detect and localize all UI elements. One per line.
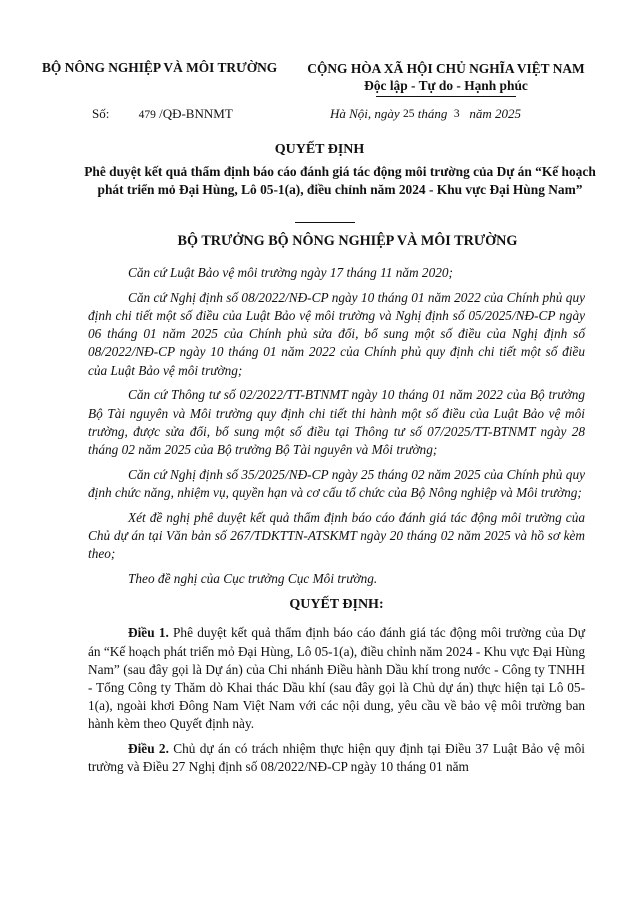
article-2-text: Chủ dự án có trách nhiệm thực hiện quy định tại Điều 37 Luật Bảo vệ môi trường và Điều 27 Nghị định số 08/2022/NĐ-CP ngày 10 tháng 01 năm [88,741,585,775]
document-type-title: QUYẾT ĐỊNH [274,142,365,157]
country-name: CỘNG HÒA XÃ HỘI CHỦ NGHĨA VIỆT NAM [307,61,585,76]
date-year: năm 2025 [469,106,521,121]
legal-basis-2: Căn cứ Nghị định số 08/2022/NĐ-CP ngày 10 tháng 01 năm 2022 của Chính phủ quy định chi tiết một số điều của Luật Bảo vệ môi trường và Nghị định số 05/2025/NĐ-CP ngày 06 tháng 01 năm 2025 của Chính phủ sửa đổi, bổ sung một số điều của Nghị định số 08/2022/NĐ-CP ngày 10 tháng 01 năm 2022 của Chính phủ quy định chi tiết một số điều của Luật Bảo vệ môi trường; [88,289,585,378]
place-date-prefix: Hà Nội, ngày [330,106,400,121]
article-1-label: Điều 1. [128,625,169,641]
article-1 [88,624,585,733]
article-1-text: Phê duyệt kết quả thẩm định báo cáo đánh giá tác động môi trường của Dự án “Kế hoạch phát triển mỏ Đại Hùng, Lô 05-1(a), điều chỉnh năm 2024 - Khu vực Đại Hùng Nam” (sau đây gọi là Dự án) của Chi nhánh Điều hành Dầu khí trong nước - Công ty TNHH - Tổng Công ty Thăm dò Khai thác Dầu khí (sau đây gọi là Chủ dự án) thực hiện tại Lô 05-1(a), ngoài khơi Đông Nam Việt Nam với các nội dung, yêu cầu về bảo vệ môi trường ban hành kèm theo Quyết định này. [88,625,585,732]
legal-basis-1: Căn cứ Luật Bảo vệ môi trường ngày 17 tháng 11 năm 2020; [128,265,453,280]
legal-basis-6: Theo đề nghị của Cục trưởng Cục Môi trường. [128,571,378,587]
decision-heading: QUYẾT ĐỊNH: [289,597,384,613]
date-day: 25 [402,108,415,120]
national-header [298,60,594,97]
subject-underline [295,222,355,223]
document-number [92,106,233,122]
article-2 [88,740,585,776]
number-label: Số: [92,106,110,121]
motto-underline [376,96,516,97]
article-2-label: Điều 2. [128,741,169,757]
date-month-label: tháng [417,106,448,121]
number-value: 479 [138,109,156,121]
document-body [88,264,585,783]
legal-basis-5: Xét đề nghị phê duyệt kết quả thẩm định báo cáo đánh giá tác động môi trường của Chủ dự án tại Văn bản số 267/TDKTTN-ATSKMT ngày 20 tháng 02 năm 2025 và hồ sơ kèm theo; [88,509,585,562]
ministry-name: BỘ NÔNG NGHIỆP VÀ MÔI TRƯỜNG [42,60,278,75]
legal-basis-4: Căn cứ Nghị định số 35/2025/NĐ-CP ngày 25 tháng 02 năm 2025 của Chính phủ quy định chức năng, nhiệm vụ, quyền hạn và cơ cấu tổ chức của Bộ Nông nghiệp và Môi trường; [88,466,585,501]
legal-basis-3: Căn cứ Thông tư số 02/2022/TT-BTNMT ngày 10 tháng 01 năm 2022 của Bộ trưởng Bộ Tài nguyên và Môi trường quy định chi tiết thi hành một số điều của Luật Bảo vệ môi trường, được sửa đổi, bổ sung một số điều tại Thông tư số 07/2025/TT-BTNMT ngày 28 tháng 02 năm 2025 của Bộ trưởng Bộ Tài nguyên và Môi trường; [88,387,585,458]
national-motto: Độc lập - Tự do - Hạnh phúc [364,78,528,93]
number-code: /QĐ-BNNMT [159,106,233,121]
document-subject: Phê duyệt kết quả thẩm định báo cáo đánh giá tác động môi trường của Dự án “Kế hoạch phát triển mỏ Đại Hùng, Lô 05-1(a), điều chỉnh năm 2024 - Khu vực Đại Hùng Nam” [84,164,596,197]
date-month: 3 [453,108,460,120]
place-date [330,106,521,122]
issuing-authority: BỘ TRƯỞNG BỘ NÔNG NGHIỆP VÀ MÔI TRƯỜNG [177,233,518,249]
